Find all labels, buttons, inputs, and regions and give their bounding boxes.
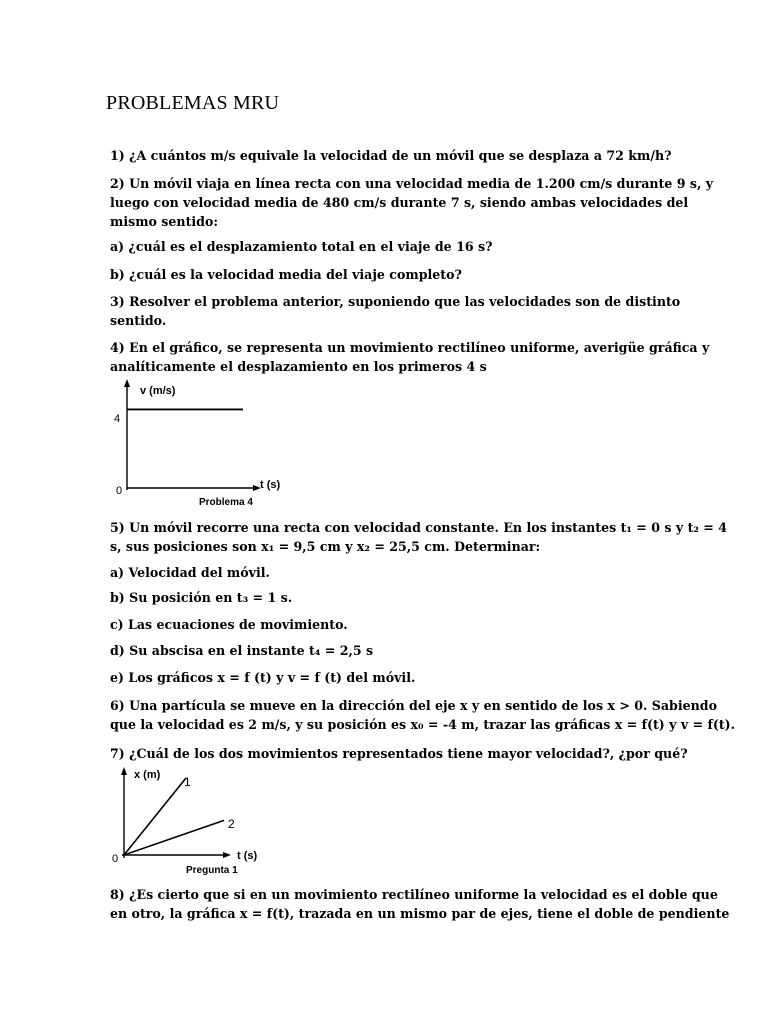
problem-5 xyxy=(110,518,727,556)
problem-3-line: 3) Resolver el problema anterior, suponiendo que las velocidades son de distinto xyxy=(110,294,681,309)
problem-7: 7) ¿Cuál de los dos movimientos representados tiene mayor velocidad?, ¿por qué? xyxy=(110,746,688,761)
y-axis-label: v (m/s) xyxy=(140,385,176,397)
chart-problema-4 xyxy=(110,378,300,512)
problem-5e: e) Los gráficos x = f (t) y v = f (t) del móvil. xyxy=(110,670,416,685)
series-1-label: 1 xyxy=(184,775,191,789)
problem-4-line: analíticamente el desplazamiento en los primeros 4 s xyxy=(110,359,487,374)
problem-8-line: 8) ¿Es cierto que si en un movimiento rectilíneo uniforme la velocidad es el doble que xyxy=(110,887,718,902)
problem-5b: b) Su posición en t₃ = 1 s. xyxy=(110,590,293,605)
problem-6-line: 6) Una partícula se mueve en la dirección del eje x y en sentido de los x > 0. Sabiendo xyxy=(110,698,718,713)
origin-label: 0 xyxy=(116,485,123,497)
x-axis-label: t (s) xyxy=(260,479,281,491)
series-2-label: 2 xyxy=(228,817,235,831)
problem-6 xyxy=(110,696,736,734)
problem-6-line: que la velocidad es 2 m/s, y su posición es x₀ = -4 m, trazar las gráficas x = f(t) y v = f(t). xyxy=(110,717,736,732)
problem-2-line: luego con velocidad media de 480 cm/s durante 7 s, siendo ambas velocidades del xyxy=(110,195,689,210)
series-2-line xyxy=(124,820,224,855)
problem-2-line: 2) Un móvil viaja en línea recta con una velocidad media de 1.200 cm/s durante 9 s, y xyxy=(110,176,714,191)
problem-5-line: 5) Un móvil recorre una recta con velocidad constante. En los instantes t₁ = 0 s y t₂ = 4 xyxy=(110,520,727,535)
problem-8-line: en otro, la gráfica x = f(t), trazada en un mismo par de ejes, tiene el doble de pendiente xyxy=(110,906,730,921)
problem-5a: a) Velocidad del móvil. xyxy=(110,565,270,580)
problem-5c: c) Las ecuaciones de movimiento. xyxy=(110,617,348,632)
page-title: PROBLEMAS MRU xyxy=(106,92,280,114)
problem-2b: b) ¿cuál es la velocidad media del viaje completo? xyxy=(110,267,462,282)
y-axis-arrow xyxy=(121,767,127,775)
problem-1: 1) ¿A cuántos m/s equivale la velocidad de un móvil que se desplaza a 72 km/h? xyxy=(110,148,672,163)
chart-caption: Problema 4 xyxy=(199,497,253,508)
x-axis-arrow xyxy=(223,852,231,858)
problem-8 xyxy=(110,885,730,923)
y-tick-label-4: 4 xyxy=(114,413,121,425)
problem-5d: d) Su abscisa en el instante t₄ = 2,5 s xyxy=(110,643,374,658)
problem-4-line: 4) En el gráfico, se representa un movimiento rectilíneo uniforme, averigüe gráfica y xyxy=(110,340,710,355)
problem-4 xyxy=(110,338,710,376)
problem-2a: a) ¿cuál es el desplazamiento total en el viaje de 16 s? xyxy=(110,239,493,254)
origin-label: 0 xyxy=(112,853,119,865)
x-axis-label: t (s) xyxy=(237,850,258,862)
y-axis-arrow xyxy=(124,379,130,387)
chart-caption: Pregunta 1 xyxy=(186,865,238,876)
problem-5-line: s, sus posiciones son x₁ = 9,5 cm y x₂ = 25,5 cm. Determinar: xyxy=(110,539,541,554)
problem-2-line: mismo sentido: xyxy=(110,214,219,229)
chart-pregunta-1 xyxy=(110,766,280,878)
problem-2 xyxy=(110,174,714,231)
problem-3-line: sentido. xyxy=(110,313,167,328)
y-axis-label: x (m) xyxy=(134,769,161,781)
problem-3 xyxy=(110,292,681,330)
